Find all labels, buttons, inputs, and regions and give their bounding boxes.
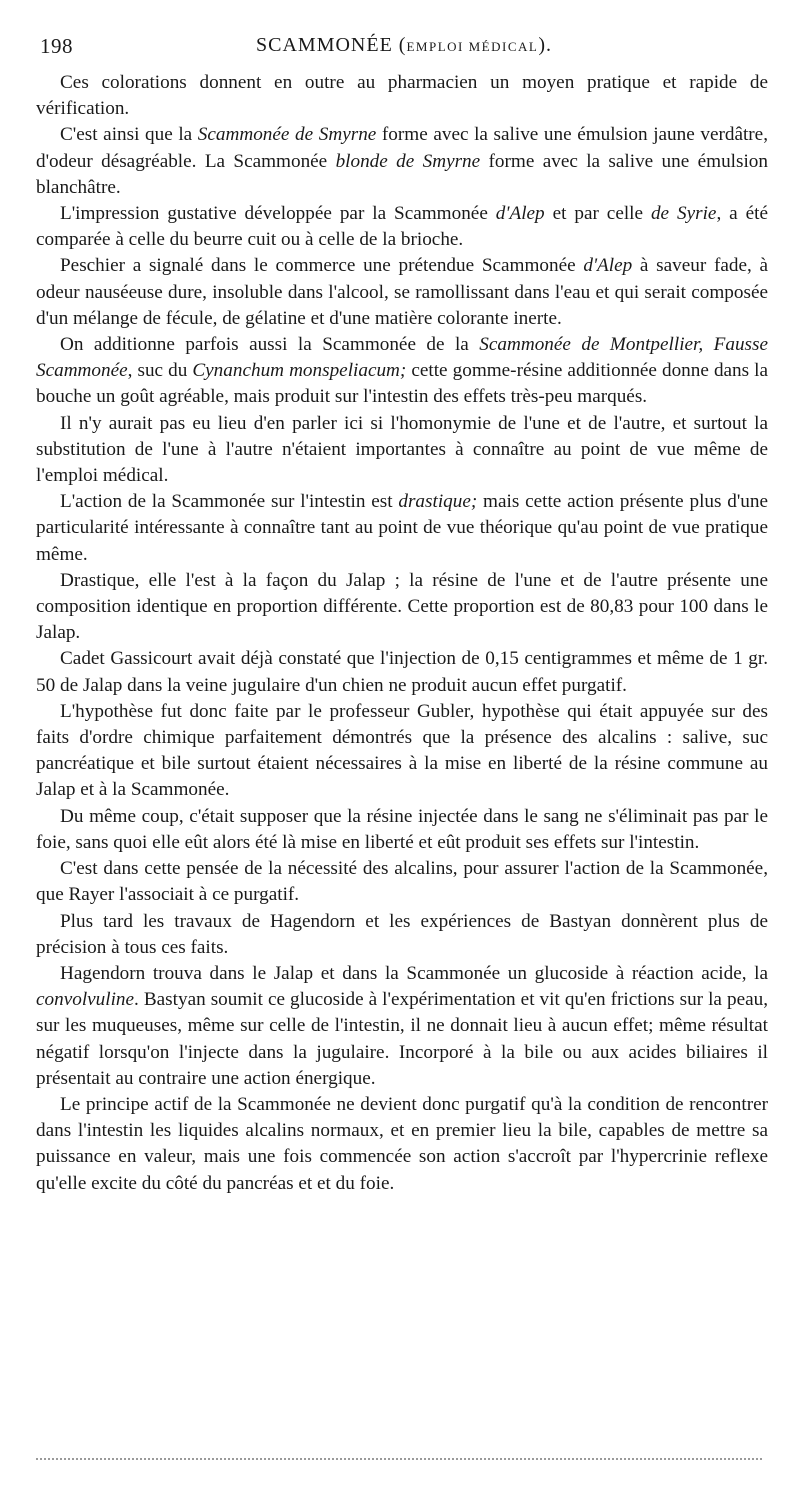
text-run: , suc du [127,360,193,382]
page-header [40,34,768,62]
text-run: , a été comparée à celle du beurre cuit ou à celle de la brioche. [36,203,768,251]
italic-text: d'Alep [583,255,633,277]
paragraph [36,856,768,908]
italic-text: d'Alep [495,203,545,225]
paragraph [36,1092,768,1197]
italic-text: Scammonée de Smyrne [197,124,377,146]
paragraph [36,201,768,253]
paragraph [36,909,768,961]
text-run: mais cette action présente plus d'une particularité intéressante à connaître tant au point de vue théorique qu'au point de vue pratique même. [36,491,768,565]
paragraph [36,411,768,490]
paragraph [36,961,768,1092]
text-run: Plus tard les travaux de Hagendorn et les expériences de Bastyan donnèrent plus de précision à tous ces faits. [36,910,768,958]
text-run: L'action de la Scammonée sur l'intestin est [60,491,399,513]
text-run: Peschier a signalé dans le commerce une prétendue Scammonée [60,255,584,277]
paragraph [36,253,768,332]
italic-text: convolvuline [36,989,135,1011]
text-run: Ces colorations donnent en outre au pharmacien un moyen pratique et rapide de vérification. [36,72,768,120]
footer-rule [36,1458,762,1460]
italic-text: drastique; [398,491,478,513]
paragraph [36,568,768,647]
text-run: cette gomme-résine additionnée donne dans la bouche un goût agréable, mais produit sur l'intestin des effets très-peu marqués. [36,360,769,408]
running-head-paren-open: ( [392,34,407,56]
paragraph [36,804,768,856]
text-run: et par celle [544,203,651,225]
text-run: C'est ainsi que la [60,124,198,146]
text-run: Il n'y aurait pas eu lieu d'en parler ici si l'homonymie de l'une et de l'autre, et surtout la substitution de l'une à l'autre n'étaient importantes à connaître au point de vue même de l'emploi médical. [36,412,768,487]
page-number: 198 [40,34,73,58]
text-run: L'impression gustative développée par la Scammonée [60,203,496,225]
italic-text: Scammonée de Montpellier, Fausse Scammonée [36,334,768,382]
text-run: L'hypothèse fut donc faite par le professeur Gubler, hypothèse qui était appuyée sur des faits d'ordre chimique parfaitement démontrés que la présence des alcalins : salive, suc pancréatique et bile surtout étaient nécessaires à la mise en liberté de la résine commune au Jalap et à la Scammonée. [36,700,768,801]
paragraph [36,122,768,201]
paragraph [36,332,768,411]
italic-text: de Syrie [650,203,717,225]
paragraph [36,699,768,804]
text-run: On additionne parfois aussi la Scammonée de la [60,334,480,356]
text-run: Cadet Gassicourt avait déjà constaté que l'injection de 0,15 centigrammes et même de 1 gr. 50 de Jalap dans la veine jugulaire d'un chien ne produit aucun effet purgatif. [36,648,768,696]
text-run: forme avec la salive une émulsion jaune verdâtre, d'odeur désagréable. La Scammonée [36,124,768,172]
running-head [40,34,768,57]
running-head-subtitle: EMPLOI MÉDICAL [406,39,539,54]
paragraph [36,489,768,568]
text-run: . Bastyan soumit ce glucoside à l'expérimentation et vit qu'en frictions sur la peau, sur les muqueuses, même sur celle de l'intestin, il ne donnait lieu à aucun effet; même résultat négatif lorsqu'on l'injecte dans la jugulaire. Incorporé à la bile ou aux acides biliaires il présentait au contraire une action énergique. [36,989,768,1089]
paragraph [36,646,768,698]
running-head-paren-close: ). [538,34,552,56]
italic-text: Cynanchum monspeliacum; [192,360,407,382]
text-run: Hagendorn trouva dans le Jalap et dans la Scammonée un glucoside à réaction acide, la [60,962,768,984]
text-run: à saveur fade, à odeur nauséeuse dure, insoluble dans l'alcool, se ramollissant dans l'eau et qui serait composée d'un mélange de fécule, de gélatine et d'une matière colorante inerte. [36,255,768,329]
paragraph [36,70,768,122]
text-run: C'est dans cette pensée de la nécessité des alcalins, pour assurer l'action de la Scammonée, que Rayer l'associait à ce purgatif. [36,858,768,906]
body-text [36,70,768,1197]
text-run: Drastique, elle l'est à la façon du Jalap ; la résine de l'une et de l'autre présente une composition identique en proportion différente. Cette proportion est de 80,83 pour 100 dans le Jalap. [36,569,768,644]
text-run: forme avec la salive une émulsion blanchâtre. [36,150,768,198]
italic-text: blonde de Smyrne [335,150,481,172]
running-head-title: SCAMMONÉE [256,34,393,56]
text-run: Le principe actif de la Scammonée ne devient donc purgatif qu'à la condition de rencontrer dans l'intestin les liquides alcalins normaux, et en premier lieu la bile, capables de mettre sa puissance en valeur, mais une fois commencée son action s'accroît par l'hypercrinie reflexe qu'elle excite du côté du pancréas et et du foie. [36,1093,768,1194]
text-run: Du même coup, c'était supposer que la résine injectée dans le sang ne s'éliminait pas par le foie, sans quoi elle eût alors été là mise en liberté et eût produit ses effets sur l'intestin. [36,805,768,853]
